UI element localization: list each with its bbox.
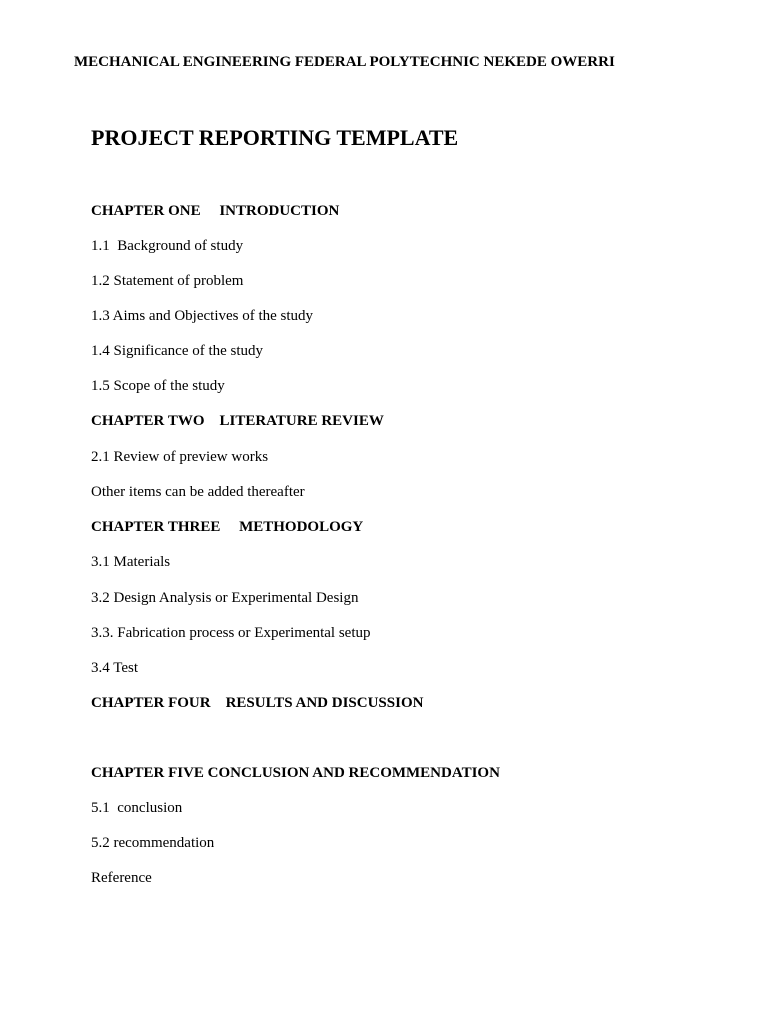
chapter-one-item: 1.5 Scope of the study (91, 378, 225, 394)
chapter-two-item: Other items can be added thereafter (91, 484, 305, 500)
chapter-one-item: 1.4 Significance of the study (91, 343, 264, 359)
reference-item: Reference (91, 870, 152, 886)
chapter-four-heading: CHAPTER FOUR RESULTS AND DISCUSSION (91, 695, 424, 711)
chapter-one-item: 1.3 Aims and Objectives of the study (91, 308, 314, 324)
chapter-one-item: 1.2 Statement of problem (91, 273, 244, 289)
chapter-three-item: 3.3. Fabrication process or Experimental setup (91, 625, 371, 641)
chapter-one-item: 1.1 Background of study (91, 238, 244, 254)
chapter-three-item: 3.1 Materials (91, 554, 171, 570)
chapter-five-heading: CHAPTER FIVE CONCLUSION AND RECOMMENDATION (91, 765, 500, 781)
chapter-three-item: 3.4 Test (91, 660, 139, 676)
chapter-three-item: 3.2 Design Analysis or Experimental Design (91, 590, 359, 606)
chapter-five-item: 5.2 recommendation (91, 835, 215, 851)
page-title: PROJECT REPORTING TEMPLATE (91, 125, 459, 150)
chapter-one-heading: CHAPTER ONE INTRODUCTION (91, 203, 340, 219)
chapter-three-heading: CHAPTER THREE METHODOLOGY (91, 519, 364, 535)
chapter-two-item: 2.1 Review of preview works (91, 449, 269, 465)
chapter-two-heading: CHAPTER TWO LITERATURE REVIEW (91, 413, 384, 429)
chapter-five-item: 5.1 conclusion (91, 800, 183, 816)
institution-header: MECHANICAL ENGINEERING FEDERAL POLYTECHNIC NEKEDE OWERRI (74, 54, 615, 70)
